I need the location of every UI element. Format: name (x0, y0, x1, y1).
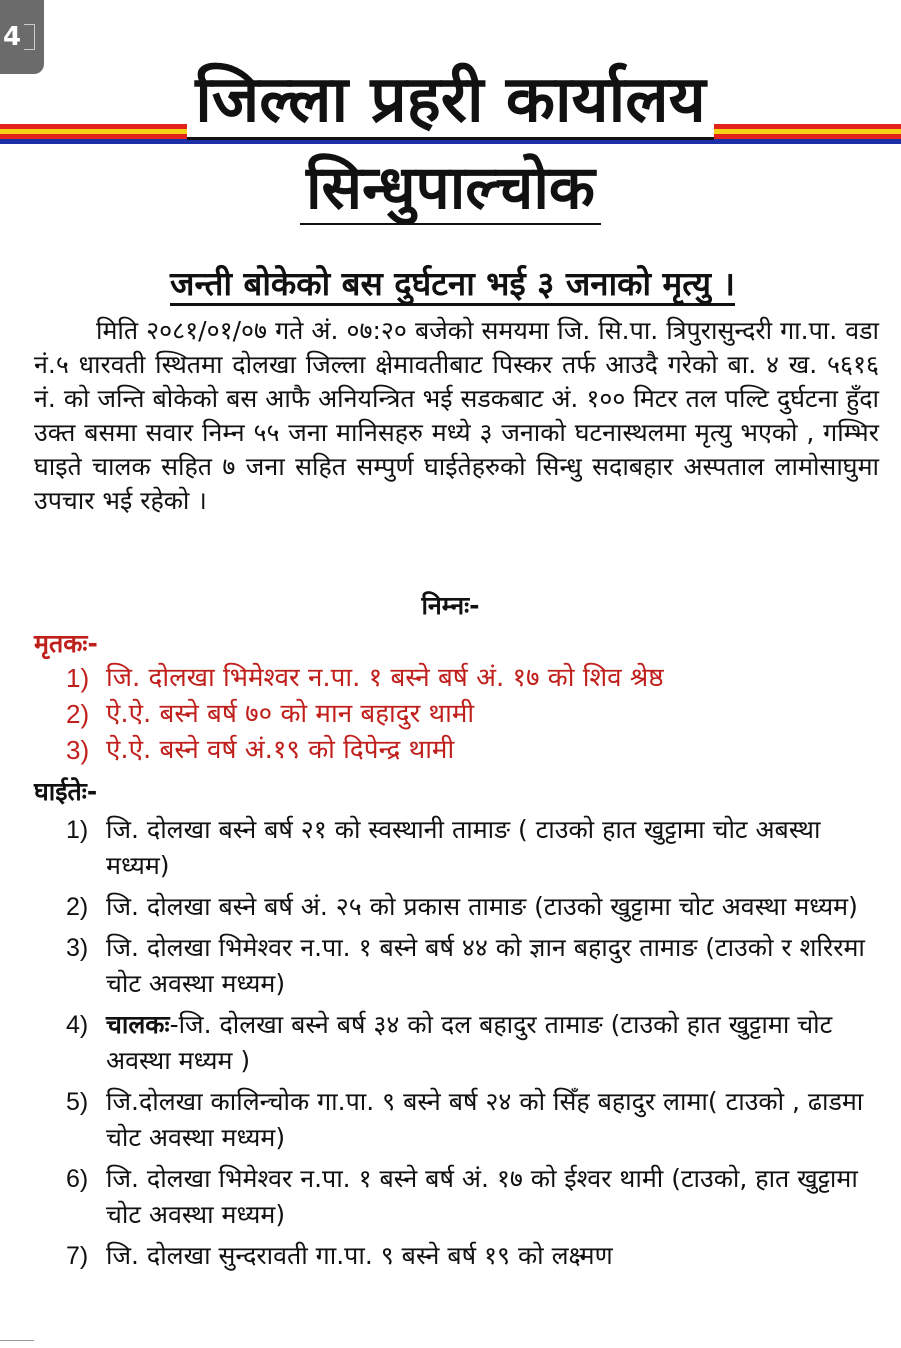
item-text: जि. दोलखा भिमेश्वर न.पा. १ बस्ने बर्ष अं. १७ को शिव श्रेष्ठ (106, 663, 664, 693)
item-number: 1) (66, 816, 89, 844)
district-title (0, 148, 901, 228)
driver-detail: -जि. दोलखा बस्ने बर्ष ३४ को दल बहादुर तामाङ (टाउको हात खुट्टामा चोट अवस्था मध्यम ) (106, 1010, 833, 1075)
incident-description (34, 314, 879, 518)
item-number: 5) (66, 1088, 89, 1116)
list-item (66, 1007, 886, 1079)
item-number: 7) (66, 1242, 89, 1270)
list-item (66, 1238, 886, 1274)
list-item (66, 696, 876, 732)
item-text: जि. दोलखा सुन्दरावती गा.पा. ९ बस्ने बर्ष १९ को लक्ष्मण (106, 1241, 613, 1270)
office-title-text: जिल्ला प्रहरी कार्यालय (187, 63, 714, 140)
list-item (66, 812, 886, 884)
item-text: जि.दोलखा कालिन्चोक गा.पा. ९ बस्ने बर्ष २४ को सिँह बहादुर लामा( टाउको , ढाडमा चोट अवस्था मध्यम) (106, 1087, 864, 1152)
item-number: 2) (66, 699, 90, 729)
item-number: 3) (66, 934, 89, 962)
item-text: ऐ.ऐ. बस्ने वर्ष अं.१९ को दिपेन्द्र थामी (106, 735, 455, 765)
list-item (66, 889, 886, 925)
list-item (66, 732, 876, 768)
office-title (0, 60, 901, 140)
item-number: 6) (66, 1165, 89, 1193)
item-text: जि. दोलखा भिमेश्वर न.पा. १ बस्ने बर्ष अं. १७ को ईश्वर थामी (टाउको, हात खुट्टामा चोट अवस्था मध्यम) (106, 1164, 858, 1229)
list-intro-heading: निम्नः- (421, 591, 480, 620)
item-text: जि. दोलखा बस्ने बर्ष अं. २५ को प्रकास तामाङ (टाउको खुट्टामा चोट अवस्था मध्यम) (106, 892, 858, 921)
deceased-heading: मृतकः- (34, 629, 98, 658)
item-text: ऐ.ऐ. बस्ने बर्ष ७० को मान बहादुर थामी (106, 699, 475, 729)
driver-label: चालकः (106, 1010, 170, 1039)
list-item (66, 1084, 886, 1156)
item-text: जि. दोलखा बस्ने बर्ष २१ को स्वस्थानी तामाङ ( टाउको हात खुट्टामा चोट अबस्था मध्यम) (106, 815, 821, 880)
news-headline-text: जन्ती बोकेको बस दुर्घटना भई ३ जनाको मृत्यु । (170, 264, 735, 306)
injured-list (66, 812, 886, 1279)
item-number: 1) (66, 663, 90, 693)
list-item (66, 1161, 886, 1233)
district-title-text: सिन्धुपाल्चोक (300, 153, 601, 225)
deceased-list (66, 660, 876, 768)
item-text: जि. दोलखा भिमेश्वर न.पा. १ बस्ने बर्ष ४४ को ज्ञान बहादुर तामाङ (टाउको र शरिरमा चोट अवस्था मध्यम) (106, 933, 865, 998)
page-number: 4 (3, 22, 22, 52)
news-headline (30, 262, 875, 306)
incident-description-text: मिति २०८१/०१/०७ गते अं. ०७:२० बजेको समयमा जि. सि.पा. त्रिपुरासुन्दरी गा.पा. वडा नं.५ धारवती स्थितमा दोलखा जिल्ला क्षेमावतीबाट पिस्कर तर्फ आउदै गरेको बा. ४ ख. ५६१६ नं. को जन्ति बोकेको बस आफै अनियन्त्रित भई सडकबाट अं. १०० मिटर तल पल्टि दुर्घटना हुँदा उक्त बसमा सवार निम्न ५५ जना मानिसहरु मध्ये ३ जनाको घटनास्थलमा मृत्यु भएको , गम्भिर घाइते चालक सहित ७ जना सहित सम्पुर्ण घाईतेहरुको सिन्धु सदाबहार अस्पताल लामोसाघुमा उपचार भई रहेको । (34, 316, 879, 515)
item-number: 2) (66, 893, 89, 921)
badge-frame (24, 24, 35, 50)
item-number: 3) (66, 735, 90, 765)
item-number: 4) (66, 1011, 89, 1039)
list-item (66, 930, 886, 1002)
item-text (106, 1007, 886, 1079)
injured-heading: घाईतेः- (34, 777, 98, 806)
list-item (66, 660, 876, 696)
